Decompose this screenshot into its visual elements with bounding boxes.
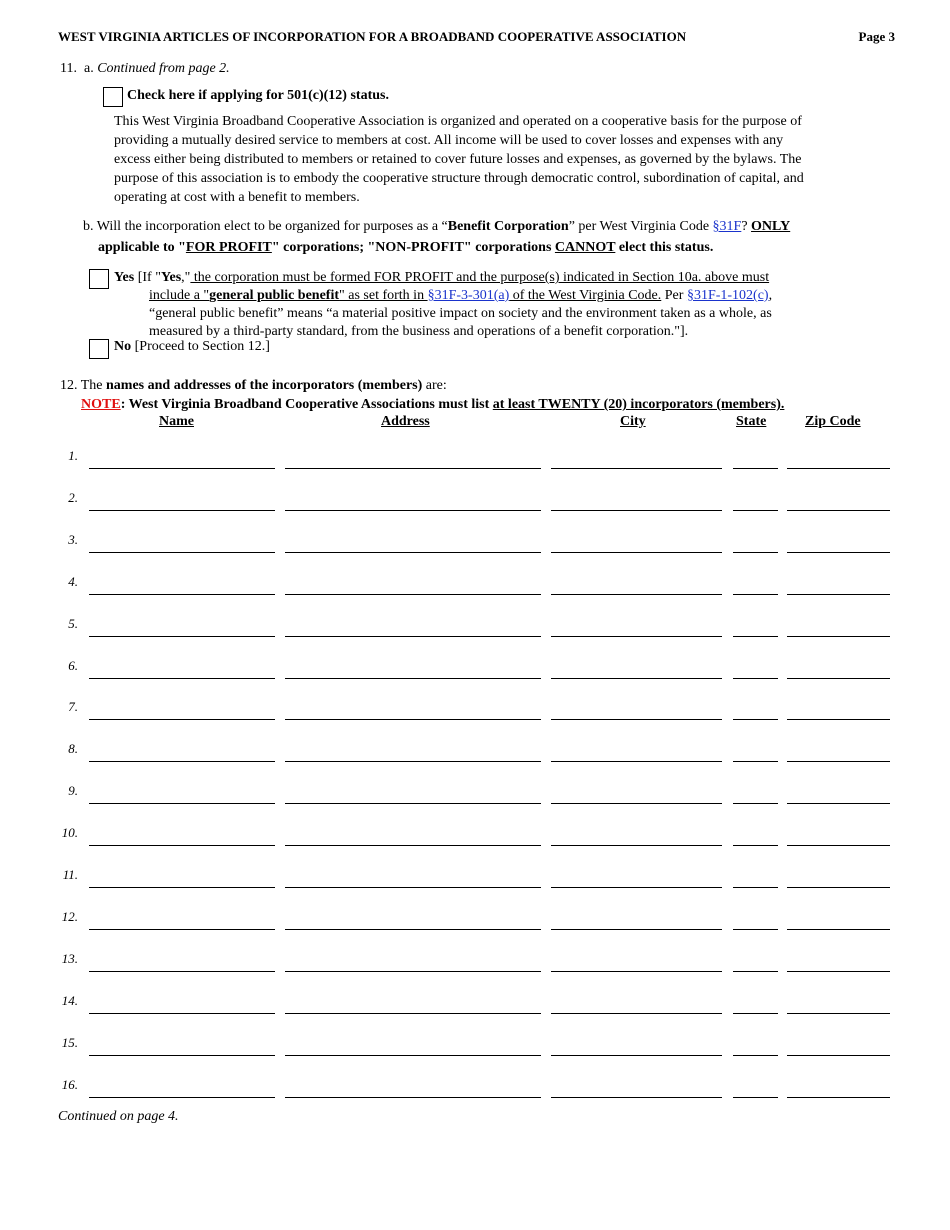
yes-option-line1: Yes [If "Yes," the corporation must be formed FOR PROFIT and the purpose(s) indicated in Section 10a. above must <box>114 270 770 285</box>
row-number: 13. <box>61 950 78 966</box>
address-field[interactable] <box>285 699 541 720</box>
section-11a-label: a. <box>83 61 94 76</box>
city-field[interactable] <box>551 867 722 888</box>
city-field[interactable] <box>551 909 722 930</box>
paragraph-line: This West Virginia Broadband Cooperative Association is organized and operated on a cooperative basis for the purpose of <box>114 114 802 129</box>
paragraph-line: providing a mutually desired service to members at cost. All income will be used to cover losses and expenses with any <box>114 133 784 148</box>
no-option-line: No [Proceed to Section 12.] <box>114 339 270 354</box>
continued-on-label: Continued on page 4. <box>58 1109 179 1124</box>
section-11a-heading <box>60 61 230 77</box>
city-field[interactable] <box>551 699 722 720</box>
document-title: WEST VIRGINIA ARTICLES OF INCORPORATION FOR A BROADBAND COOPERATIVE ASSOCIATION <box>58 29 687 44</box>
zip-code-field[interactable] <box>787 951 890 972</box>
column-header-name: Name <box>159 414 194 429</box>
incorporator-row <box>0 909 950 951</box>
name-field[interactable] <box>89 1035 275 1056</box>
state-field[interactable] <box>733 574 778 595</box>
row-number: 6. <box>68 657 78 673</box>
address-field[interactable] <box>285 616 541 637</box>
state-field[interactable] <box>733 448 778 469</box>
city-field[interactable] <box>551 532 722 553</box>
continued-from-label: Continued from page 2. <box>97 61 230 76</box>
address-field[interactable] <box>285 1077 541 1098</box>
state-field[interactable] <box>733 951 778 972</box>
address-field[interactable] <box>285 532 541 553</box>
state-field[interactable] <box>733 699 778 720</box>
incorporator-row <box>0 825 950 867</box>
row-number: 10. <box>61 825 78 841</box>
city-field[interactable] <box>551 448 722 469</box>
code-31f-3-301a-link[interactable]: §31F-3-301(a) <box>427 288 510 303</box>
zip-code-field[interactable] <box>787 783 890 804</box>
row-number: 15. <box>61 1034 78 1050</box>
address-field[interactable] <box>285 993 541 1014</box>
incorporator-row <box>0 616 950 658</box>
state-field[interactable] <box>733 741 778 762</box>
name-field[interactable] <box>89 532 275 553</box>
incorporator-row <box>0 741 950 783</box>
row-number: 3. <box>68 531 78 547</box>
zip-code-field[interactable] <box>787 448 890 469</box>
paragraph-line: excess either being distributed to members or retained to cover future losses and expenses, as governed by the bylaws. The <box>114 152 802 167</box>
incorporator-row <box>0 951 950 993</box>
incorporator-row <box>0 783 950 825</box>
section-12-heading: 12. The names and addresses of the incorporators (members) are: <box>60 378 447 393</box>
city-field[interactable] <box>551 658 722 679</box>
address-field[interactable] <box>285 574 541 595</box>
name-field[interactable] <box>89 993 275 1014</box>
address-field[interactable] <box>285 825 541 846</box>
address-field[interactable] <box>285 448 541 469</box>
column-header-state: State <box>736 414 767 429</box>
zip-code-field[interactable] <box>787 616 890 637</box>
state-field[interactable] <box>733 532 778 553</box>
yes-checkbox[interactable] <box>89 269 109 289</box>
name-field[interactable] <box>89 699 275 720</box>
incorporator-row <box>0 490 950 532</box>
address-field[interactable] <box>285 951 541 972</box>
cooperative-purpose-paragraph <box>114 112 893 207</box>
name-field[interactable] <box>89 490 275 511</box>
code-31f-1-102c-link[interactable]: §31F-1-102(c) <box>686 288 769 303</box>
row-number: 16. <box>61 1076 78 1092</box>
page-number: Page 3 <box>858 29 895 44</box>
state-field[interactable] <box>733 867 778 888</box>
zip-code-field[interactable] <box>787 741 890 762</box>
city-field[interactable] <box>551 616 722 637</box>
name-field[interactable] <box>89 616 275 637</box>
city-field[interactable] <box>551 490 722 511</box>
column-header-zip-code: Zip Code <box>805 414 861 429</box>
address-field[interactable] <box>285 741 541 762</box>
zip-code-field[interactable] <box>787 490 890 511</box>
zip-code-field[interactable] <box>787 1035 890 1056</box>
yes-option-line4: measured by a third-party standard, from the business and operations of a benefit corporation."]. <box>149 324 689 339</box>
state-field[interactable] <box>733 993 778 1014</box>
state-field[interactable] <box>733 658 778 679</box>
note-label: NOTE <box>81 397 121 412</box>
incorporator-row <box>0 867 950 909</box>
only-emphasis: ONLY <box>751 219 791 234</box>
city-field[interactable] <box>551 1035 722 1056</box>
city-field[interactable] <box>551 951 722 972</box>
row-number: 5. <box>68 615 78 631</box>
city-field[interactable] <box>551 825 722 846</box>
row-number: 11. <box>62 867 78 882</box>
section-11b-question: b. Will the incorporation elect to be organized for purposes as a “Benefit Corporation” per West Virginia Code §31F? ONLY <box>83 219 791 234</box>
row-number: 8. <box>68 741 78 757</box>
incorporator-row <box>0 658 950 700</box>
city-field[interactable] <box>551 574 722 595</box>
name-field[interactable] <box>89 951 275 972</box>
city-field[interactable] <box>551 783 722 804</box>
zip-code-field[interactable] <box>787 532 890 553</box>
incorporator-row <box>0 574 950 616</box>
row-number: 12. <box>61 908 78 924</box>
section-11-number: 11. <box>60 61 77 76</box>
column-header-city: City <box>620 414 646 429</box>
name-field[interactable] <box>89 1077 275 1098</box>
zip-code-field[interactable] <box>787 1077 890 1098</box>
name-field[interactable] <box>89 448 275 469</box>
no-label: No <box>114 339 132 354</box>
row-number: 14. <box>61 992 78 1008</box>
paragraph-line: operating at cost with a benefit to members. <box>114 190 360 205</box>
incorporator-row <box>0 448 950 490</box>
yes-option-line3: “general public benefit” means “a material positive impact on society and the environment taken as a whole, as <box>149 306 772 321</box>
zip-code-field[interactable] <box>787 867 890 888</box>
name-field[interactable] <box>89 574 275 595</box>
section-11b-restriction: applicable to "FOR PROFIT" corporations; "NON-PROFIT" corporations CANNOT elect this status. <box>98 240 714 255</box>
city-field[interactable] <box>551 993 722 1014</box>
section-12-note: NOTE: West Virginia Broadband Cooperative Associations must list at least TWENTY (20) incorporators (members). <box>81 397 785 412</box>
address-field[interactable] <box>285 783 541 804</box>
incorporator-row <box>0 993 950 1035</box>
paragraph-line: purpose of this association is to embody the cooperative structure through democratic control, subordination of capital, and <box>114 171 804 186</box>
state-field[interactable] <box>733 909 778 930</box>
zip-code-field[interactable] <box>787 699 890 720</box>
name-field[interactable] <box>89 658 275 679</box>
row-number: 2. <box>68 489 78 505</box>
row-number: 1. <box>68 448 78 463</box>
state-field[interactable] <box>733 1035 778 1056</box>
address-field[interactable] <box>285 867 541 888</box>
incorporator-row <box>0 699 950 741</box>
zip-code-field[interactable] <box>787 825 890 846</box>
zip-code-field[interactable] <box>787 909 890 930</box>
city-field[interactable] <box>551 1077 722 1098</box>
state-field[interactable] <box>733 490 778 511</box>
501c12-checkbox-label: Check here if applying for 501(c)(12) status. <box>127 88 389 103</box>
row-number: 4. <box>68 573 78 589</box>
zip-code-field[interactable] <box>787 993 890 1014</box>
state-field[interactable] <box>733 616 778 637</box>
code-31f-link[interactable]: §31F <box>712 219 742 234</box>
state-field[interactable] <box>733 1077 778 1098</box>
address-field[interactable] <box>285 909 541 930</box>
name-field[interactable] <box>89 741 275 762</box>
incorporator-row <box>0 1035 950 1077</box>
name-field[interactable] <box>89 909 275 930</box>
zip-code-field[interactable] <box>787 658 890 679</box>
yes-option-line2: include a "general public benefit" as set forth in §31F-3-301(a) of the West Virginia Code. Per §31F-1-102(c), <box>149 288 773 303</box>
zip-code-field[interactable] <box>787 574 890 595</box>
name-field[interactable] <box>89 867 275 888</box>
city-field[interactable] <box>551 741 722 762</box>
benefit-corporation-term: Benefit Corporation <box>447 219 569 234</box>
yes-label: Yes <box>114 270 135 285</box>
address-field[interactable] <box>285 1035 541 1056</box>
no-checkbox[interactable] <box>89 339 109 359</box>
state-field[interactable] <box>733 825 778 846</box>
incorporator-row <box>0 532 950 574</box>
address-field[interactable] <box>285 658 541 679</box>
state-field[interactable] <box>733 783 778 804</box>
name-field[interactable] <box>89 783 275 804</box>
name-field[interactable] <box>89 825 275 846</box>
column-header-address: Address <box>381 414 430 429</box>
row-number: 7. <box>68 699 78 715</box>
address-field[interactable] <box>285 490 541 511</box>
501c12-checkbox[interactable] <box>103 87 123 107</box>
row-number: 9. <box>68 783 78 799</box>
